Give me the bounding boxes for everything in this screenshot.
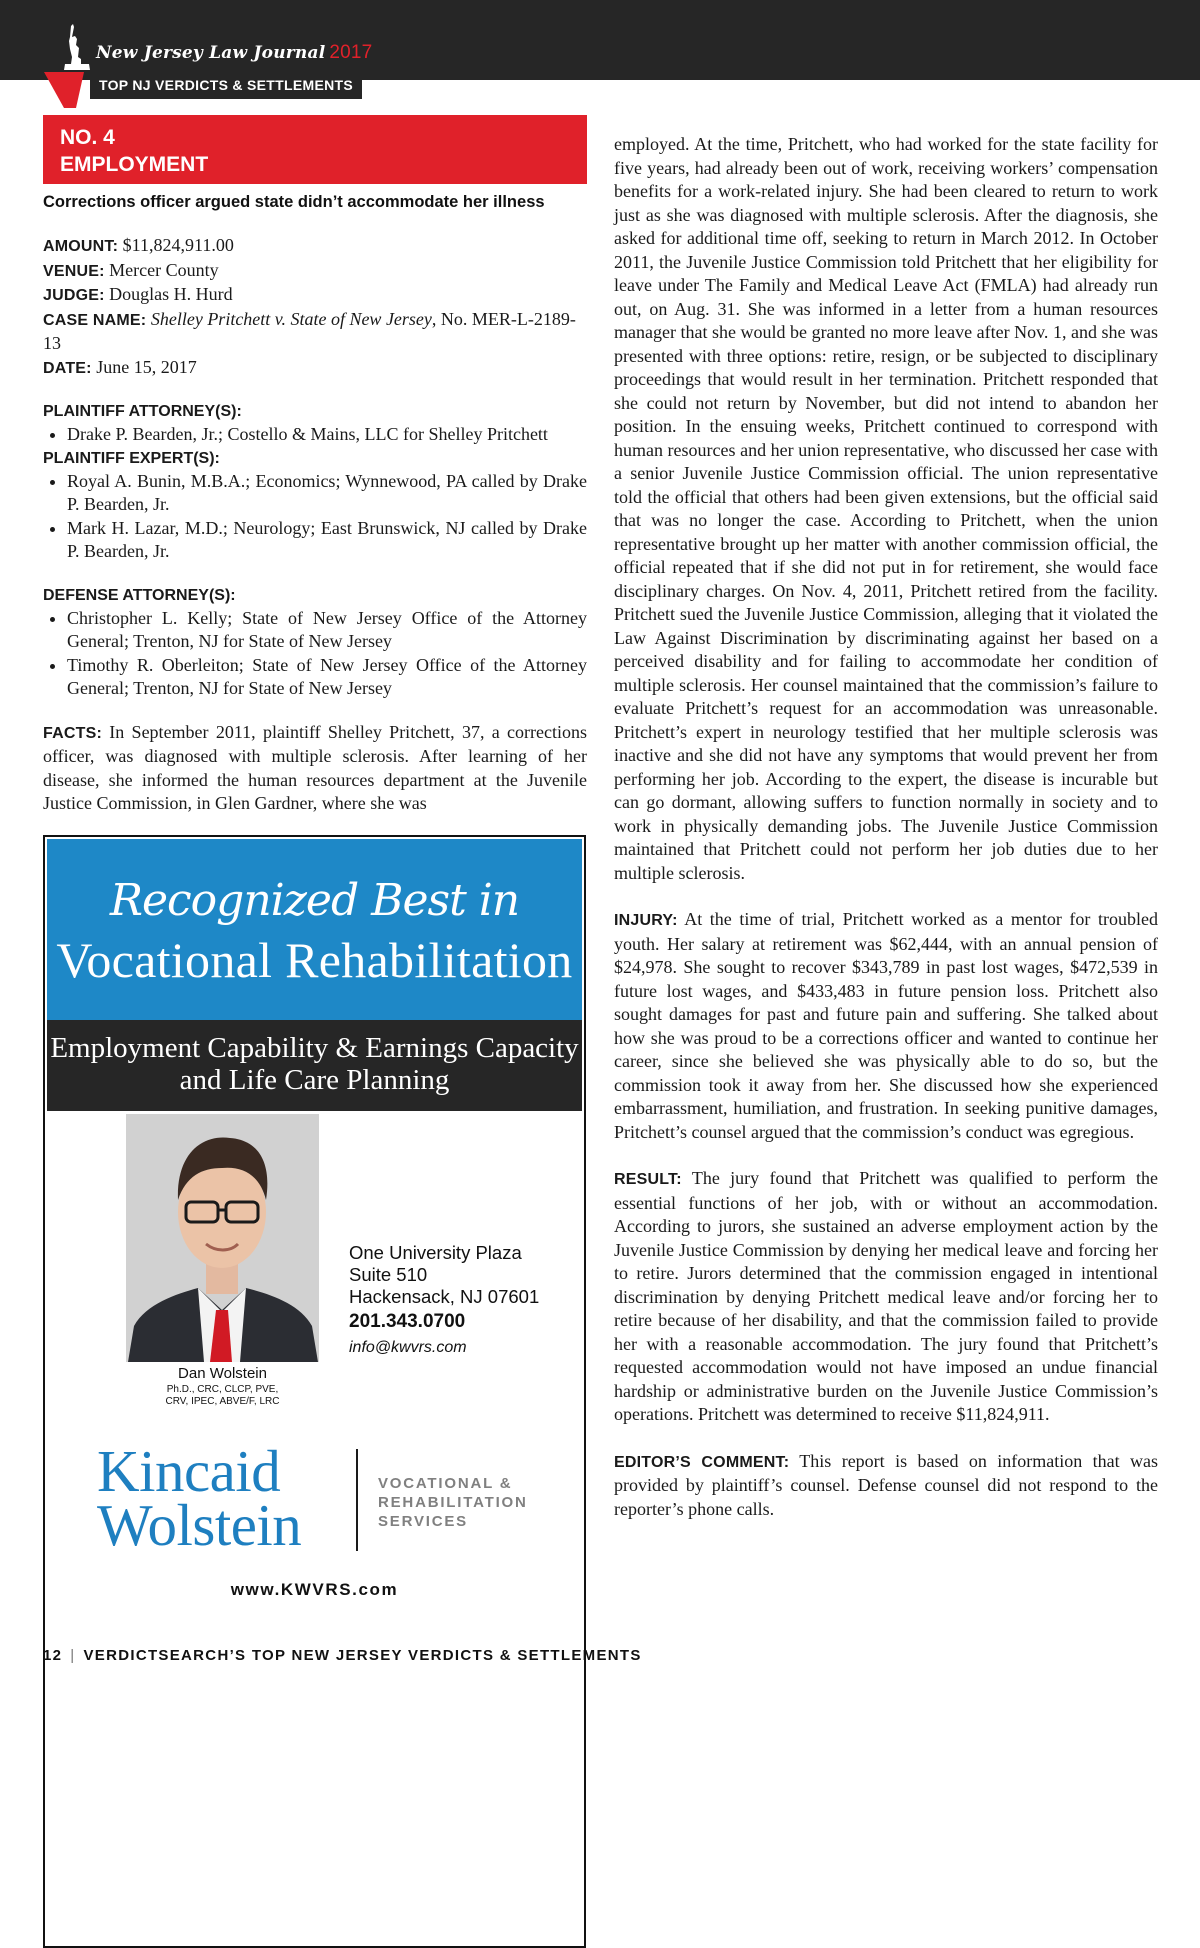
logo-word-kincaid: Kincaid [97, 1438, 281, 1504]
website-url: www.KWVRS.com [230, 1580, 399, 1599]
ad-headline-main: Vocational Rehabilitation [56, 932, 573, 988]
red-chevron-icon [44, 72, 84, 108]
facts-paragraph [43, 721, 587, 816]
facts-label: FACTS: [43, 724, 102, 742]
list-item: • Christopher L. Kelly; State of New Jersey Office of the Attorney General; Trenton, NJ for State of New Jersey [67, 607, 587, 654]
address-line3: Hackensack, NJ 07601 [349, 1286, 540, 1307]
case-name-row [43, 308, 587, 356]
address-line2: Suite 510 [349, 1264, 428, 1285]
case-category: EMPLOYMENT [60, 153, 209, 176]
editor-comment-paragraph [614, 1450, 1158, 1522]
statue-of-liberty-icon [62, 24, 92, 70]
journal-year: 2017 [329, 42, 373, 63]
list-item: • Mark H. Lazar, M.D.; Neurology; East Brunswick, NJ called by Drake P. Bearden, Jr. [67, 517, 587, 564]
plaintiff-experts-list [43, 470, 587, 564]
date-label: DATE: [43, 359, 92, 377]
portrait-photo [126, 1114, 319, 1362]
venue-value: Mercer County [109, 259, 219, 280]
footer-separator: | [70, 1647, 76, 1664]
venue-label: VENUE: [43, 262, 105, 280]
date-value: June 15, 2017 [96, 356, 197, 377]
case-rank: NO. 4 [60, 126, 115, 149]
ad-services-line2: and Life Care Planning [179, 1064, 450, 1096]
plaintiff-experts-heading: PLAINTIFF EXPERT(S): [43, 449, 220, 467]
result-text: The jury found that Pritchett was qualified to perform the essential functions of her job, with or without an accommodation. According to jurors, she sustained an adverse employment action by the Juvenile Justice Commission by denying her medical leave and forcing her to retire. Jurors determined that the commission engaged in intentional discrimination by denying Pritchett medical leave and/or forcing her to retire because of her disability, and that the commission failed to provide her with a reasonable accommodation. The jury found that Pritchett’s requested accommodation would not have imposed an undue financial hardship or administrative burden on the Juvenile Justice Commission’s operations. Pritchett was determined to receive $11,824,911. [614, 1168, 1158, 1424]
person-credentials [105, 1384, 340, 1408]
case-headline: Corrections officer argued state didn’t accommodate her illness [43, 193, 545, 211]
judge-label: JUDGE: [43, 287, 105, 304]
section-title: TOP NJ VERDICTS & SETTLEMENTS [90, 72, 362, 99]
list-item: • Royal A. Bunin, M.B.A.; Economics; Wynnewood, PA called by Drake P. Bearden, Jr. [67, 470, 587, 517]
header-bar [0, 0, 1200, 80]
judge-row [43, 283, 587, 308]
ad-services-line1: Employment Capability & Earnings Capacity [50, 1032, 579, 1064]
facts-text: In September 2011, plaintiff Shelley Pritchett, 37, a corrections officer, was diagnosed with multiple sclerosis. After learning of her disease, she informed the human resources department at the Juvenile Justice Commission, in Glen Gardner, where she was [43, 721, 587, 813]
right-column [614, 133, 1158, 1521]
date-row [43, 356, 587, 381]
logo-word-wolstein: Wolstein [97, 1492, 302, 1558]
address-line1: One University Plaza [349, 1242, 522, 1263]
defense-attorneys-heading: DEFENSE ATTORNEY(S): [43, 586, 236, 604]
left-column [43, 115, 587, 816]
footer-publication: VERDICTSEARCH’S TOP NEW JERSEY VERDICTS & SETTLEMENTS [83, 1647, 642, 1664]
plaintiff-attorneys-list [43, 423, 587, 447]
journal-title: New Jersey Law Journal [96, 43, 326, 63]
page-number: 12 [43, 1647, 63, 1664]
defense-section [43, 584, 587, 701]
ad-services-band [47, 1020, 582, 1111]
contact-block [349, 1242, 539, 1361]
result-label: RESULT: [614, 1171, 682, 1188]
ad-blue-banner [47, 839, 582, 1020]
injury-paragraph [614, 908, 1158, 1144]
page-footer [43, 1647, 642, 1664]
email-address: info@kwvrs.com [349, 1339, 467, 1356]
logo-tagline [378, 1474, 528, 1531]
plaintiff-attorneys-heading: PLAINTIFF ATTORNEY(S): [43, 403, 242, 420]
case-name-value: Shelley Pritchett v. State of New Jersey [150, 308, 432, 329]
defense-attorneys-list [43, 607, 587, 701]
tagline-line1: VOCATIONAL & [378, 1475, 513, 1492]
phone-number: 201.343.0700 [349, 1311, 466, 1332]
result-paragraph [614, 1167, 1158, 1427]
plaintiff-section [43, 400, 587, 564]
person-name: Dan Wolstein [178, 1365, 267, 1382]
person-creds-line1: Ph.D., CRC, CLCP, PVE, [166, 1384, 279, 1395]
person-creds-line2: CRV, IPEC, ABVE/F, LRC [165, 1396, 280, 1407]
editor-comment-text: This report is based on information that was provided by plaintiff’s counsel. Defense counsel did not respond to the reporter’s phone calls. [614, 1450, 1158, 1519]
case-name-label: CASE NAME: [43, 311, 147, 329]
injury-label: INJURY: [614, 912, 678, 929]
journal-name [96, 42, 372, 64]
amount-row [43, 234, 587, 259]
tagline-line2: REHABILITATION [378, 1494, 528, 1511]
kwvrs-advertisement [43, 835, 586, 1948]
list-item: • Drake P. Bearden, Jr.; Costello & Mains, LLC for Shelley Pritchett [67, 423, 587, 447]
facts-continued: employed. At the time, Pritchett, who had worked for the state facility for five years, had already been out of work, receiving workers’ compensation benefits for a work-related injury. She had been cleared to return to work just as she was diagnosed with multiple sclerosis. After the diagnosis, she asked for additional time off, seeking to return in March 2012. In October 2011, the Juvenile Justice Commission told Pritchett that her eligibility for leave under The Family and Medical Leave Act (FMLA) had already run out, on Aug. 31. She was informed in a letter from a human resources manager that she would be granted no more leave after Nov. 1, and she was presented with three options: retire, resign, or be subjected to disciplinary proceedings that would result in her termination. Pritchett responded that she could not return by November, but did not intend to abandon her position. In the ensuing weeks, Pritchett continued to correspond with human resources and her union representative, who discussed her case with a senior Juvenile Justice Commission official. The union representative told the official that others had been given extensions, but the official said that was no longer the case. According to Pritchett, when the union representative brought up her matter with another commission official, the official repeated that if she did not put in for retirement, she would face disciplinary charges. On Nov. 4, 2011, Pritchett retired from the facility. Pritchett sued the Juvenile Justice Commission, alleging that it violated the Law Against Discrimination by discriminating against her based on a perceived disability and for failing to accommodate her condition of multiple sclerosis. Her counsel maintained that the commission’s failure to evaluate Pritchett’s request for an accommodation was unreasonable. Pritchett’s expert in neurology testified that her multiple sclerosis was inactive and she did not have any symptoms that would prevent her from performing her job. According to the expert, the disease is incurable but can go dormant, allowing suffers to function normally in society and to work in physically demanding jobs. The Juvenile Justice Commission maintained that Pritchett could not perform her job duties due to her multiple sclerosis. [614, 134, 1158, 883]
amount-value: $11,824,911.00 [122, 235, 234, 255]
amount-label: AMOUNT: [43, 238, 119, 255]
venue-row [43, 259, 587, 284]
logo-divider [356, 1449, 358, 1551]
list-item: • Timothy R. Oberleiton; State of New Jersey Office of the Attorney General; Trenton, NJ for State of New Jersey [67, 654, 587, 701]
editor-comment-label: EDITOR’S COMMENT: [614, 1453, 790, 1471]
kincaid-wolstein-logo [97, 1438, 302, 1558]
injury-text: At the time of trial, Pritchett worked as a mentor for troubled youth. Her salary at retirement was $62,444, with an annual pension of $24,978. She sought to recover $343,789 in past lost wages, $472,539 in future lost wages, and $433,483 in future pension loss. Pritchett also sought damages for past and future pain and suffering. She talked about how she was proud to be a corrections officer and wanted to continue her career, since she believed she was physically able to do so, but the commission took it away from her. She discussed how she experienced embarrassment, humiliation, and frustration. In seeking punitive damages, Pritchett’s counsel argued that the commission’s conduct was egregious. [614, 909, 1158, 1142]
judge-value: Douglas H. Hurd [109, 284, 233, 304]
tagline-line3: SERVICES [378, 1513, 468, 1530]
case-number: , No. MER-L-2189-13 [43, 308, 576, 353]
case-category-box [43, 115, 587, 184]
case-details [43, 234, 587, 380]
ad-headline-italic: Recognized Best in [109, 875, 520, 926]
